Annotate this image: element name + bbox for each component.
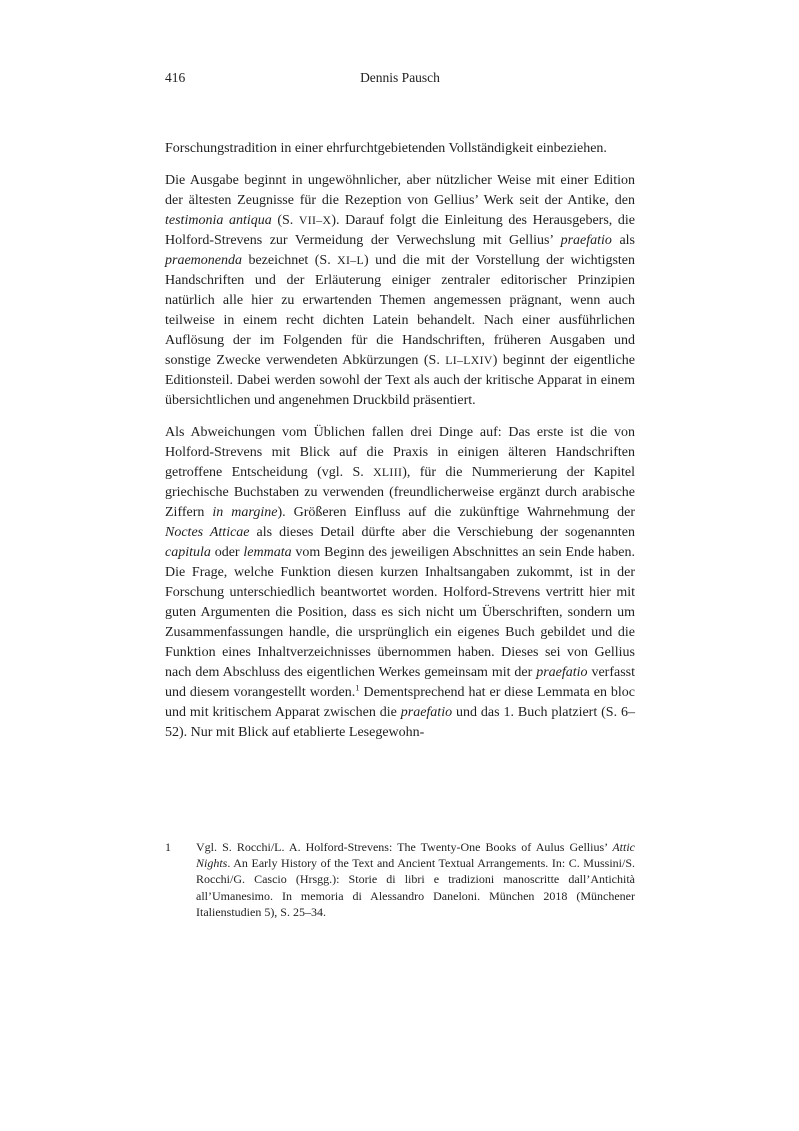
footnote — [165, 839, 635, 920]
text-run: Vgl. S. Rocchi/L. A. Holford-Strevens: The Twenty-One Books of Aulus Gellius’ — [196, 840, 613, 854]
paragraph — [165, 423, 635, 743]
text-run: verfasst und diesem vorangestellt worden. — [165, 665, 636, 700]
text-run: in margine — [212, 505, 278, 520]
paragraph — [165, 139, 635, 159]
text-run: capitula — [165, 545, 211, 560]
text-run: XLIII — [373, 466, 403, 479]
text-run: XI–L — [337, 254, 365, 267]
text-run: vom Beginn des jeweiligen Abschnittes an sein Ende haben. Die Frage, welche Funktion diesen kurzen Inhaltsangaben zukommt, ist in der Forschung unterschiedlich beantwortet worden. Holford-Strevens vertritt hier mit guten Argumenten die Position, dass es sich nicht um Überschriften, sondern um Zusammenfassungen handle, die ursprünglich ein eigenes Buch gebildet und die Funktion eines Inhaltverzeichnisses übernommen haben. Dieses sei von Gellius nach dem Abschluss des eigentlichen Werkes gemeinsam mit der — [165, 545, 635, 680]
text-run: praefatio — [536, 665, 588, 680]
text-run: und das 1. Buch platziert (S. 6–52). Nur mit Blick auf etablierte Lesegewohn- — [165, 705, 635, 740]
text-run: praefatio — [560, 233, 612, 248]
text-run: praefatio — [400, 705, 453, 720]
text-run: Die Ausgabe beginnt in ungewöhnlicher, aber nützlicher Weise mit einer Edition der ältesten Zeugnisse für die Rezeption von Gellius’ Werk seit der Antike, den — [165, 173, 635, 208]
text-run: Dementsprechend hat er diese Lemmata en bloc und mit kritischem Apparat zwischen die — [165, 685, 635, 720]
footnote-number: 1 — [165, 840, 171, 854]
text-run: ). Darauf folgt die Einleitung des Herausgebers, die Holford-Strevens zur Vermeidung der Verwechslung mit Gellius’ — [165, 213, 635, 248]
footnotes — [165, 839, 635, 920]
text-run: ) beginnt der eigentliche Editionsteil. Dabei werden sowohl der Text als auch der kritische Apparat in einem übersichtlichen und angenehmen Druckbild präsentiert. — [165, 353, 635, 408]
text-run: ), für die Nummerierung der Kapitel griechische Buchstaben zu verwenden (freundlicherweise ergänzt durch arabische Ziffern — [165, 465, 635, 520]
footnote-ref: 1 — [355, 682, 360, 693]
text-run: testimonia antiqua — [165, 213, 272, 228]
text-run: ) und die mit der Vorstellung der wichtigsten Handschriften und der Erläuterung einiger zentraler editorischer Prinzipien natürlich alle hier zu erwartenden Themen angemessen prägnant, wenn auch teilweise in einem recht dichten Latein behandelt. Nach einer ausführlichen Auflösung der im Folgenden für die Handschriften, früheren Ausgaben und sonstige Zwecke verwendeten Abkürzungen (S. — [165, 253, 636, 368]
text-run: . An Early History of the Text and Ancient Textual Arrangements. In: C. Mussini/S. Rocchi/G. Cascio (Hrsgg.): Storie di libri e tradizioni manoscritte dall’Antichità all’Umanesimo. In memoria di Alessandro Daneloni. München 2018 (Münchener Italienstudien 5), S. 25–34. — [196, 856, 635, 919]
running-header — [165, 69, 635, 87]
text-run: lemmata — [243, 545, 292, 560]
text-run: LI–LXIV — [445, 354, 493, 367]
text-run: als — [611, 233, 635, 248]
text-run: (S. — [271, 213, 299, 228]
paragraph — [165, 171, 635, 411]
text-run: praemonenda — [165, 253, 242, 268]
page-number: 416 — [165, 70, 186, 85]
text-run: als dieses Detail dürfte aber die Verschiebung der sogenannten — [249, 525, 635, 540]
running-header-title: Dennis Pausch — [360, 70, 440, 85]
text-run: Noctes Atticae — [165, 525, 250, 540]
body-text — [165, 139, 635, 755]
text-run: bezeichnet (S. — [242, 253, 338, 268]
footnote-text — [196, 840, 635, 919]
text-run: Forschungstradition in einer ehrfurchtgebietenden Vollständigkeit einbeziehen. — [165, 141, 607, 156]
text-run: oder — [210, 545, 244, 560]
text-run: ). Größeren Einfluss auf die zukünftige Wahrnehmung der — [277, 505, 635, 520]
text-run: Attic Nights — [196, 840, 635, 871]
text-run: Als Abweichungen vom Üblichen fallen drei Dinge auf: Das erste ist die von Holford-Strevens mit Blick auf die Praxis in einigen älteren Handschriften getroffene Entscheidung (vgl. S. — [165, 425, 635, 480]
text-run: VII–X — [298, 214, 332, 227]
